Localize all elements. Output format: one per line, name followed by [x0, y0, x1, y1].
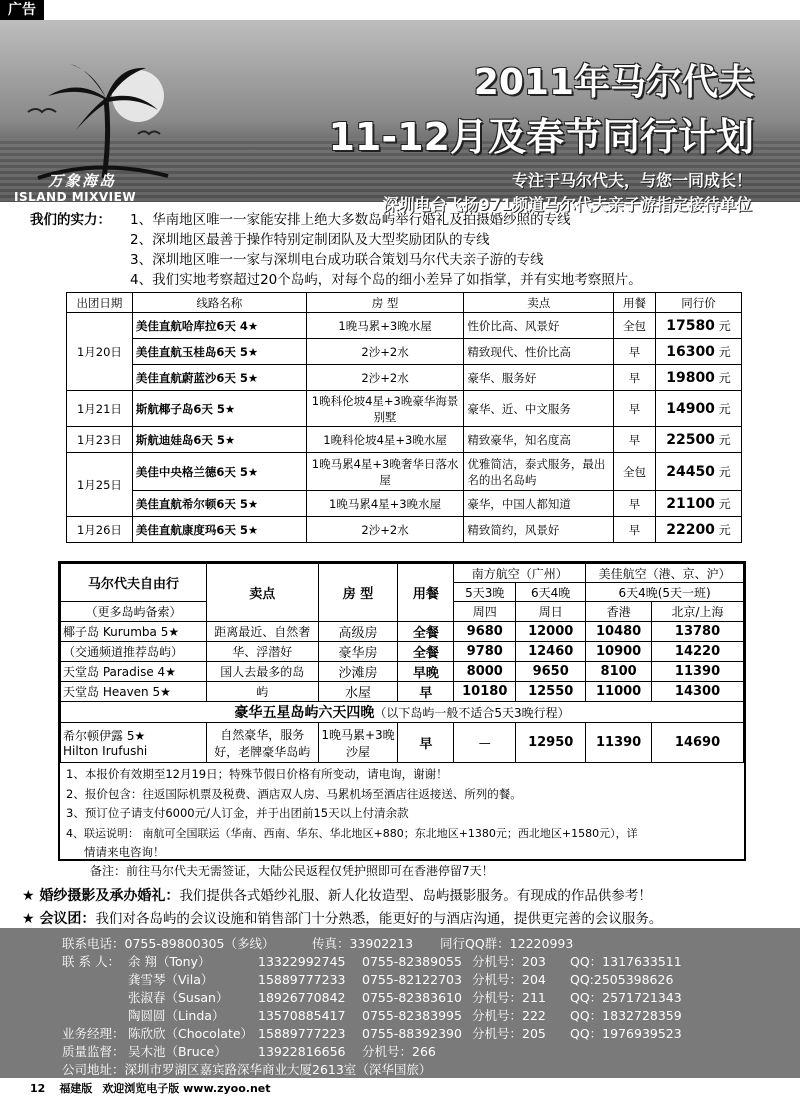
price-cell: 8000 [454, 662, 516, 682]
contact-name: 龚雪琴（Vila） [128, 972, 214, 987]
contact-section [0, 928, 800, 1078]
route-cell: 美佳中央格兰德6天 5★ [132, 453, 306, 491]
table-row [61, 723, 744, 763]
contact-tel: 0755-82389055 [362, 954, 462, 969]
table-row [67, 313, 742, 339]
price-cell: 14300 [652, 682, 744, 702]
qc-name: 吴木池（Bruce） [128, 1044, 227, 1059]
contact-name: 张淑春（Susan） [128, 990, 229, 1005]
price-cell: 8100 [586, 662, 652, 682]
strength-item: 1、华南地区唯一一家能安排上绝大多数岛屿举行婚礼及拍摄婚纱照的专线 [130, 212, 571, 228]
header-price: 同行价 [656, 293, 742, 313]
route-cell: 美佳直航蔚蓝沙6天 5★ [132, 365, 306, 391]
price-cell: 14690 [652, 723, 744, 763]
selling-cell: 自然豪华，服务好，老牌豪华岛屿 [206, 723, 318, 763]
header-date: 出团日期 [67, 293, 133, 313]
contact-people-label: 联 系 人： [62, 954, 120, 969]
header-room: 房 型 [318, 564, 398, 622]
manager-label: 业务经理： [62, 1026, 125, 1041]
route-cell: 美佳直航康度玛6天 5★ [132, 517, 306, 543]
notes-section [66, 765, 738, 863]
selling-cell: 优雅简洁，泰式服务，最出名的出名岛屿 [464, 453, 614, 491]
contact-phone: 联系电话：0755-89800305（多线） [62, 936, 275, 951]
price-value: 22500 [666, 432, 715, 448]
room-cell: 豪华房 [318, 642, 398, 662]
meal-cell: 早 [398, 723, 454, 763]
room-cell: 2沙+2水 [306, 517, 464, 543]
manager-mobile: 15889777223 [258, 1026, 346, 1041]
bullet-body: 我们提供各式婚纱礼服、新人化妆造型、岛屿摄影服务。有现成的作品供参考！ [179, 888, 652, 904]
bullet-head: 会议团： [39, 911, 96, 927]
hotel-cell: 天堂岛 Paradise 4★ [61, 662, 207, 682]
room-cell: 1晚马累+3晚沙屋 [318, 723, 398, 763]
table-row [61, 682, 744, 702]
free-travel-title: 马尔代夫自由行 [61, 564, 207, 602]
note-item: 1、本报价有效期至12月19日；特殊节假日价格有所变动，请电询，谢谢！ [66, 767, 448, 781]
contact-tel: 0755-82383610 [362, 990, 462, 1005]
room-cell: 1晚马累4星+3晚水屋 [306, 491, 464, 517]
table-header-row [67, 293, 742, 313]
price-cell: 14220 [652, 642, 744, 662]
header-meal: 用餐 [398, 564, 454, 622]
price-cell: 10180 [454, 682, 516, 702]
route-cell: 美佳直航玉桂岛6天 5★ [132, 339, 306, 365]
bullet-wedding [22, 884, 792, 905]
price-unit: 元 [718, 319, 731, 333]
contact-ext: 分机号：211 [472, 990, 546, 1005]
table-row [67, 365, 742, 391]
contact-tel: 0755-82122703 [362, 972, 462, 987]
contact-ext: 分机号：204 [472, 972, 546, 987]
room-cell: 2沙+2水 [306, 365, 464, 391]
price-cell: 11390 [652, 662, 744, 682]
price-cell: 11390 [586, 723, 652, 763]
luxury-section-heading [61, 702, 744, 723]
qc-label: 质量监督： [62, 1044, 125, 1059]
meal-cell: 早 [614, 339, 656, 365]
star-icon: ★ [22, 888, 40, 904]
contact-mobile: 13570885417 [258, 1008, 346, 1023]
selling-cell: 精致豪华，知名度高 [464, 427, 614, 453]
ad-tag: 广告 [0, 0, 44, 20]
header-meijia-air: 美佳航空（港、京、沪） [586, 564, 744, 583]
meal-cell: 早 [614, 391, 656, 427]
manager-qq: QQ：1976939523 [570, 1026, 682, 1041]
contact-qq: QQ：2571721343 [570, 990, 682, 1005]
table-row [67, 339, 742, 365]
luxury-section-row [61, 702, 744, 723]
header-beijing-shanghai: 北京/上海 [652, 602, 744, 622]
price-cell: 9650 [516, 662, 586, 682]
luxury-title: 豪华五星岛屿六天四晚 [234, 705, 375, 721]
hotel-cell: （交通频道推荐岛屿） [61, 642, 207, 662]
table-row [67, 391, 742, 427]
price-value: 21100 [666, 496, 715, 512]
route-cell: 斯航迪娃岛6天 5★ [132, 427, 306, 453]
header-selling: 卖点 [464, 293, 614, 313]
price-cell: 10900 [586, 642, 652, 662]
header-route: 线路名称 [132, 293, 306, 313]
price-value: 14900 [666, 401, 715, 417]
date-cell: 1月20日 [67, 313, 133, 391]
price-unit: 元 [718, 433, 731, 447]
free-travel-subtitle: （更多岛屿备索） [61, 602, 207, 622]
selling-cell: 豪华，中国人都知道 [464, 491, 614, 517]
table-row [67, 491, 742, 517]
contact-tel: 0755-82383995 [362, 1008, 462, 1023]
room-cell: 水屋 [318, 682, 398, 702]
selling-cell: 屿 [206, 682, 318, 702]
contact-mobile: 13322992745 [258, 954, 346, 969]
date-cell: 1月23日 [67, 427, 133, 453]
selling-cell: 距离最近、自然奢 [206, 622, 318, 642]
note-item: 3、预订位子请支付6000元/人订金，并于出团前15天以上付清余款 [66, 806, 409, 820]
selling-cell: 华、浮潜好 [206, 642, 318, 662]
strength-section [30, 210, 780, 290]
price-value: 22200 [666, 522, 715, 538]
price-cell [656, 453, 742, 491]
price-value: 17580 [666, 318, 715, 334]
price-cell [656, 517, 742, 543]
edition-label: 福建版 [59, 1082, 93, 1095]
date-cell: 1月21日 [67, 391, 133, 427]
header-south-air: 南方航空（广州） [454, 564, 586, 583]
selling-cell: 豪华、服务好 [464, 365, 614, 391]
price-value: 19800 [666, 370, 715, 386]
selling-cell: 精致简约，风景好 [464, 517, 614, 543]
manager-name: 陈欣欣（Chocolate） [128, 1026, 254, 1041]
hotel-name-cn: 希尔顿伊露 5★ [63, 729, 146, 743]
bullet-body: 我们对各岛屿的会议设施和销售部门十分熟悉，能更好的与酒店沟通，提供更完善的会议服务。 [95, 911, 663, 927]
price-cell: 12550 [516, 682, 586, 702]
header-5d3n: 5天3晚 [454, 583, 516, 602]
strength-item: 2、深圳地区最善于操作特别定制团队及大型奖励团队的专线 [130, 232, 490, 248]
manager-ext: 分机号：205 [472, 1026, 546, 1041]
hotel-cell: 天堂岛 Heaven 5★ [61, 682, 207, 702]
price-value: 24450 [666, 464, 715, 480]
banner-title-line2: 11-12月及春节同行计划 [328, 115, 754, 159]
qc-ext: 分机号：266 [362, 1044, 436, 1059]
remark-text: 备注：前往马尔代夫无需签证，大陆公民返程仅凭护照即可在香港停留7天！ [90, 864, 494, 878]
price-cell [656, 313, 742, 339]
table-row [67, 427, 742, 453]
contact-qq: QQ:2505398626 [570, 972, 674, 987]
note-item: 2、报价包含：往返国际机票及税费、酒店双人房、马累机场至酒店往返接送、所列的餐。 [66, 786, 522, 801]
header-thursday: 周四 [454, 602, 516, 622]
contact-qq-group: 同行QQ群：12220993 [440, 936, 574, 951]
company-address: 公司地址：深圳市罗湖区嘉宾路深华商业大厦2613室（深华国旅） [62, 1062, 432, 1077]
contact-qq: QQ：1832728359 [570, 1008, 682, 1023]
price-unit: 元 [718, 465, 731, 479]
header-6d4n: 6天4晚 [516, 583, 586, 602]
price-cell: 11000 [586, 682, 652, 702]
header-6d4n-weekly: 6天4晚(5天一班) [586, 583, 744, 602]
price-cell: 13780 [652, 622, 744, 642]
table-row [67, 453, 742, 491]
room-cell: 1晚科伦坡4星+3晚豪华海景别墅 [306, 391, 464, 427]
contact-ext: 分机号：222 [472, 1008, 546, 1023]
meal-cell: 早 [614, 517, 656, 543]
header-sunday: 周日 [516, 602, 586, 622]
price-unit: 元 [718, 371, 731, 385]
header-selling: 卖点 [206, 564, 318, 622]
price-cell: 9680 [454, 622, 516, 642]
date-cell: 1月26日 [67, 517, 133, 543]
price-value: 16300 [666, 344, 715, 360]
hotel-cell: 椰子岛 Kurumba 5★ [61, 622, 207, 642]
room-cell: 2沙+2水 [306, 339, 464, 365]
strength-item: 4、我们实地考察超过20个岛屿，对每个岛的细小差异了如指掌，并有实地考察照片。 [130, 272, 642, 288]
meal-cell: 全餐 [398, 642, 454, 662]
meal-cell: 早 [614, 365, 656, 391]
contact-ext: 分机号：203 [472, 954, 546, 969]
selling-cell: 精致现代、性价比高 [464, 339, 614, 365]
price-cell [656, 427, 742, 453]
free-travel-table [60, 563, 744, 763]
price-cell: 12000 [516, 622, 586, 642]
page-footer [0, 1078, 800, 1100]
strength-label: 我们的实力： [30, 212, 111, 228]
price-cell: 10480 [586, 622, 652, 642]
meal-cell: 早 [614, 491, 656, 517]
room-cell: 1晚马累+3晚水屋 [306, 313, 464, 339]
contact-name: 陶圆圆（Linda） [128, 1008, 225, 1023]
note-item: 情请来电咨询！ [84, 845, 165, 859]
price-cell: 12950 [516, 723, 586, 763]
banner [0, 20, 800, 214]
price-unit: 元 [718, 497, 731, 511]
price-unit: 元 [718, 345, 731, 359]
hotel-name-en: Hilton Irufushi [63, 744, 148, 758]
meal-cell: 早晚 [398, 662, 454, 682]
palm-tree-logo-icon [18, 38, 178, 188]
star-icon: ★ [22, 911, 40, 927]
luxury-note: （以下岛屿一般不适合5天3晚行程） [374, 706, 570, 720]
logo-english-text: ISLAND MIXVIEW [14, 190, 137, 204]
price-cell: — [454, 723, 516, 763]
qc-mobile: 13922816656 [258, 1044, 346, 1059]
selling-cell: 性价比高、风景好 [464, 313, 614, 339]
manager-tel: 0755-88392390 [362, 1026, 462, 1041]
route-cell: 美佳直航希尔顿6天 5★ [132, 491, 306, 517]
banner-slogan-line2: 深圳电台飞扬971频道马尔代夫亲子游指定接待单位 [382, 195, 752, 214]
room-cell: 1晚马累4星+3晚奢华日落水屋 [306, 453, 464, 491]
contact-mobile: 18926770842 [258, 990, 346, 1005]
price-cell: 12460 [516, 642, 586, 662]
price-cell [656, 391, 742, 427]
table-row [61, 642, 744, 662]
logo-chinese-text: 万象海岛 [48, 172, 117, 190]
header-hongkong: 香港 [586, 602, 652, 622]
contact-fax: 传真：33902213 [312, 936, 414, 951]
selling-cell: 豪华、近、中文服务 [464, 391, 614, 427]
meal-cell: 全餐 [398, 622, 454, 642]
contact-qq: QQ：1317633511 [570, 954, 682, 969]
meal-cell: 早 [614, 427, 656, 453]
price-cell [656, 365, 742, 391]
route-cell: 美佳直航哈库拉6天 4★ [132, 313, 306, 339]
strength-item: 3、深圳地区唯一一家与深圳电台成功联合策划马尔代夫亲子游的专线 [130, 252, 544, 268]
price-cell [656, 491, 742, 517]
price-cell [656, 339, 742, 365]
bullet-meeting [22, 907, 792, 928]
contact-mobile: 15889777233 [258, 972, 346, 987]
group-tour-table [66, 292, 742, 543]
selling-cell: 国人去最多的岛 [206, 662, 318, 682]
table-row [61, 662, 744, 682]
hotel-cell [61, 723, 207, 763]
price-unit: 元 [718, 523, 731, 537]
note-item: 4、联运说明： 南航可全国联运（华南、西南、华东、华北地区+880；东北地区+1380元；西北地区+1580元），详 [66, 826, 638, 840]
table-row [61, 622, 744, 642]
banner-title-line1: 2011年马尔代夫 [473, 62, 754, 103]
table-row [67, 517, 742, 543]
date-cell: 1月25日 [67, 453, 133, 517]
bullet-head: 婚纱摄影及承办婚礼： [39, 888, 180, 904]
footer-text: 欢迎浏览电子版 www.zyoo.net [102, 1082, 271, 1095]
price-unit: 元 [718, 402, 731, 416]
room-cell: 1晚科伦坡4星+3晚水屋 [306, 427, 464, 453]
header-room: 房 型 [306, 293, 464, 313]
room-cell: 沙滩房 [318, 662, 398, 682]
price-cell: 9780 [454, 642, 516, 662]
meal-cell: 早 [398, 682, 454, 702]
page-number: 12 [30, 1082, 46, 1095]
room-cell: 高级房 [318, 622, 398, 642]
banner-slogan-line1: 专注于马尔代夫，与您一同成长！ [511, 171, 752, 190]
meal-cell: 全包 [614, 453, 656, 491]
meal-cell: 全包 [614, 313, 656, 339]
route-cell: 斯航椰子岛6天 5★ [132, 391, 306, 427]
contact-name: 余 翔（Tony） [128, 954, 211, 969]
header-meal: 用餐 [614, 293, 656, 313]
table-header-row [61, 564, 744, 583]
